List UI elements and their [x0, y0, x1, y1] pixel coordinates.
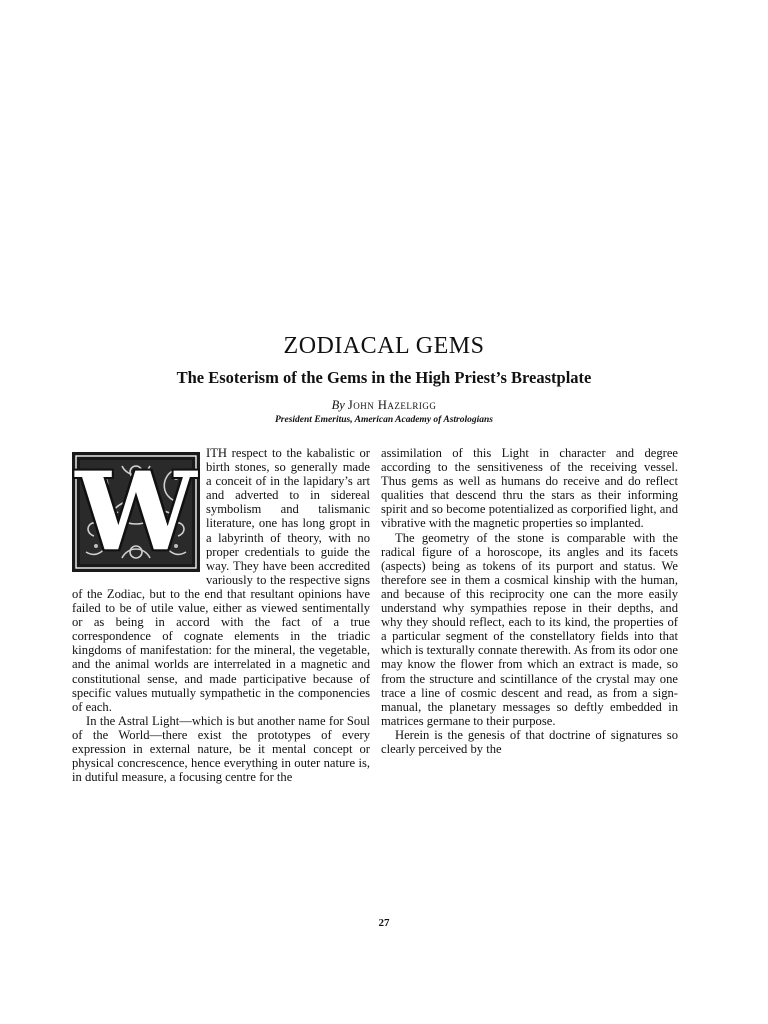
text-column-left [72, 446, 370, 784]
paragraph: Herein is the genesis of that doctrine of signatures so clearly perceived by the [381, 727, 678, 756]
author-affiliation: President Emeritus, American Academy of Astrologians [275, 415, 493, 425]
byline [0, 398, 768, 413]
article-title: ZODIACAL GEMS [283, 333, 485, 359]
byline-prefix: By [331, 398, 345, 412]
dropcap-letter: W [75, 448, 197, 575]
text-column-right [381, 446, 678, 756]
author-name: John Hazelrigg [347, 398, 437, 412]
paragraph: ITH respect to the kabalistic or birth stones, so generally made a conceit of in the lapidary’s art and adverted to in sidereal symbolism and talismanic literature, one has long gropt in a labyrinth of theory, with no proper credentials to guide the way. They have been accredited variously to the respective signs of the Zodiac, but to the end that resultant opinions have failed to be of utile value, either as viewed sentimentally or as being in accord with the fact of a true correspondence of cognate elements in the triadic kingdoms of manifestation: for the mineral, the vegetable, and the animal worlds are interrelated in a magnetic and constitutional sense, and made participative because of specific values mutually sympathetic in the componencies of each. [72, 446, 370, 714]
article-subtitle: The Esoterism of the Gems in the High Priest’s Breastplate [176, 368, 592, 387]
ornamental-initial [72, 448, 200, 575]
paragraph: The geometry of the stone is comparable with the radical figure of a horoscope, its angles and its facets (aspects) being as tokens of its purport and status. We therefore see in them a cosmical kinship with the human, and because of this reciprocity one can the more easily understand why sympathies repose in their depths, and why they should reflect, each to its kind, the properties of a particular segment of the constellatory fields into that which is texturally connate therewith. As from its odor one may know the flower from which an extract is made, so from the structure and scintillance of the crystal may one trace a line of cosmic descent and read, as from a sign-manual, the planetary messages so deftly embedded in matrices germane to their purpose. [381, 530, 678, 728]
paragraph: assimilation of this Light in character and degree according to the sensitiveness of the receiving vessel. Thus gems as well as humans do receive and do reflect qualities that descend thru the stars as their informing spirit and so become potentialized as corporified light, and vibrative with the magnetic properties so implanted. [381, 446, 678, 531]
paragraph: In the Astral Light—which is but another name for Soul of the World—there exist the prototypes of every expression in external nature, be it mental concept or physical concrescence, hence everything in outer nature is, in dutiful measure, a focusing centre for the [72, 713, 370, 785]
page-number: 27 [378, 917, 390, 929]
